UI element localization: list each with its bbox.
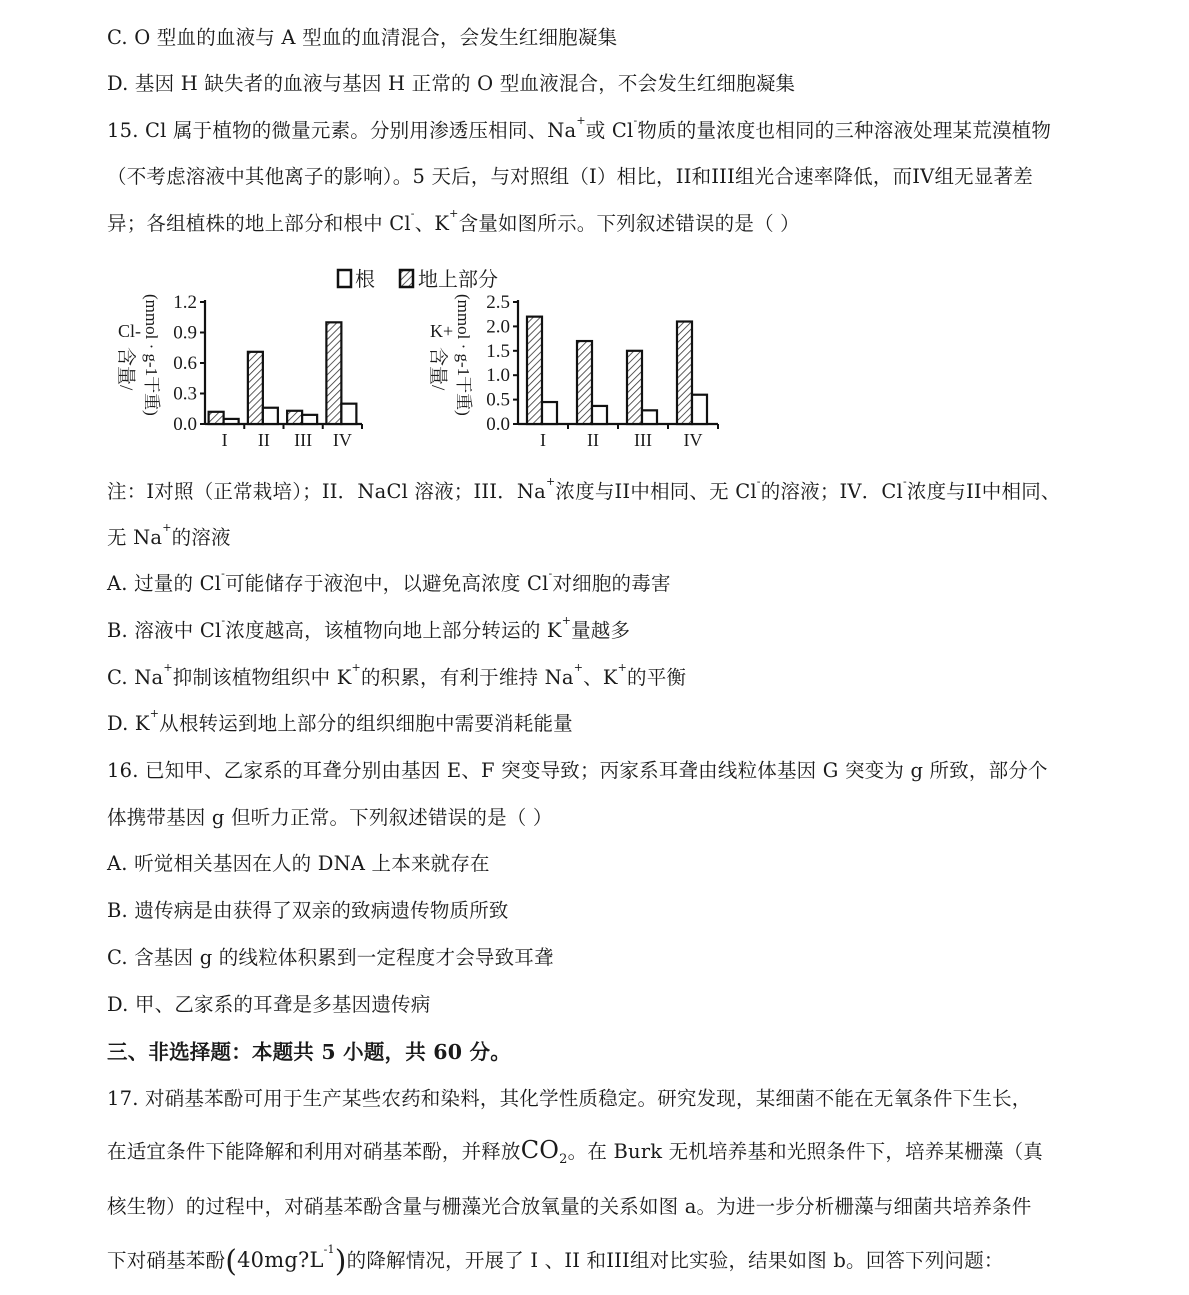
cl-chart (115, 292, 362, 450)
y-tick-label: 0.0 (173, 414, 197, 435)
q17-stem-line1: 17. 对硝基苯酚可用于生产某些农药和染料，其化学性质稳定。研究发现，某细菌不能在无氧条件下生长， (107, 1087, 1032, 1110)
y-tick-label: 0.6 (173, 353, 197, 374)
legend-root-swatch (338, 270, 351, 287)
bar-shoot (248, 352, 263, 424)
q14-option-d: D. 基因 H 缺失者的血液与基因 H 正常的 O 型血液混合，不会发生红细胞凝集 (107, 72, 796, 95)
y-tick-label: 0.3 (173, 383, 197, 405)
q16-option-c: C. 含基因 g 的线粒体积累到一定程度才会导致耳聋 (107, 946, 554, 969)
y-axis-label: 含量/ (427, 347, 448, 391)
q16-stem-line1: 16. 已知甲、乙家系的耳聋分别由基因 E、F 突变导致；丙家系耳聋由线粒体基因 G 突变为 g 所致，部分个 (107, 759, 1048, 782)
q16-option-b: B. 遗传病是由获得了双亲的致病遗传物质所致 (107, 899, 509, 922)
q15-option-b: B. 溶液中 Cl-浓度越高，该植物向地上部分转运的 K+量越多 (107, 614, 631, 642)
q15-figure (100, 262, 740, 461)
bar-root (542, 402, 557, 424)
q15-option-a: A. 过量的 Cl-可能储存于液泡中，以避免高浓度 Cl-对细胞的毒害 (107, 567, 671, 595)
y-tick-label: 2.0 (486, 316, 510, 338)
y-axis-ion-label: Cl- (118, 321, 142, 341)
legend-root-label: 根 (355, 269, 375, 291)
bar-shoot (677, 322, 692, 424)
q16-stem-line2: 体携带基因 g 但听力正常。下列叙述错误的是（ ） (107, 806, 553, 829)
q17-stem-line4: 下对硝基苯酚$(40mg?L^{-1})$的降解情况，开展了 I 、II 和III组对比实验，结果如图 b。回答下列问题： (107, 1243, 1004, 1279)
bar-shoot (627, 351, 642, 424)
y-tick-label: 1.5 (486, 340, 510, 362)
bar-root (692, 395, 707, 424)
bar-root (592, 406, 607, 424)
bar-root (302, 415, 317, 424)
q14-option-c: C. O 型血的血液与 A 型血的血清混合，会发生红细胞凝集 (107, 26, 618, 49)
q16-option-a: A. 听觉相关基因在人的 DNA 上本来就存在 (107, 852, 490, 875)
x-tick-label: IV (683, 430, 703, 450)
bar-shoot (326, 322, 341, 424)
y-axis-unit: (mmol · g-1干重) (454, 294, 473, 416)
q15-stem-line3: 异；各组植株的地上部分和根中 Cl-、K+含量如图所示。下列叙述错误的是（ ） (107, 207, 800, 235)
x-tick-label: II (587, 430, 599, 450)
legend-shoot-label: 地上部分 (418, 269, 498, 291)
bar-shoot (527, 317, 542, 424)
y-tick-label: 1.0 (486, 365, 510, 387)
x-tick-label: IV (332, 430, 352, 450)
x-tick-label: I (221, 430, 228, 450)
q15-stem-line2: （不考虑溶液中其他离子的影响）。5 天后，与对照组（I）相比，II和III组光合速率降低，而IV组无显著差 (107, 165, 1033, 188)
q17-stem-line2: 在适宜条件下能降解和利用对硝基苯酚，并释放$CO_2$。在 Burk 无机培养基和光照条件下，培养某栅藻（真 (107, 1136, 1043, 1167)
y-tick-label: 0.0 (486, 414, 510, 435)
y-tick-label: 0.5 (486, 389, 510, 411)
bar-root (263, 408, 278, 424)
q15-option-d: D. K+从根转运到地上部分的组织细胞中需要消耗能量 (107, 707, 573, 735)
x-tick-label: III (294, 430, 313, 450)
y-axis-ion-label: K+ (430, 321, 454, 341)
bar-root (642, 410, 657, 424)
y-tick-label: 0.9 (173, 322, 197, 344)
q16-option-d: D. 甲、乙家系的耳聋是多基因遗传病 (107, 993, 431, 1016)
bar-root (341, 404, 356, 424)
bar-root (224, 419, 239, 424)
section-heading: 三、非选择题：本题共 5 小题，共 60 分。 (107, 1040, 511, 1064)
q15-stem-line1: 15. Cl 属于植物的微量元素。分别用渗透压相同、Na+或 Cl-物质的量浓度也相同的三种溶液处理某荒漠植物 (107, 114, 1052, 142)
bar-shoot (209, 412, 224, 424)
figure-note-line2: 无 Na+的溶液 (107, 521, 231, 549)
q17-stem-line3: 核生物）的过程中，对硝基苯酚含量与栅藻光合放氧量的关系如图 a。为进一步分析栅藻与细菌共培养条件 (107, 1195, 1032, 1218)
y-tick-label: 1.2 (173, 292, 197, 313)
bar-shoot (287, 411, 302, 424)
k-chart (427, 292, 718, 450)
chart-legend (338, 268, 498, 291)
x-tick-label: III (634, 430, 652, 450)
figure-note-line1: 注：I对照（正常栽培）；II．NaCl 溶液；III．Na+浓度与II中相同、无 Cl-的溶液；IV．Cl-浓度与II中相同、 (107, 475, 1061, 503)
x-tick-label: II (257, 430, 270, 450)
bar-shoot (577, 341, 592, 424)
y-axis-label: 含量/ (115, 347, 136, 391)
y-axis-unit: (mmol · g-1干重) (142, 294, 161, 416)
q15-bar-charts (100, 262, 740, 457)
y-tick-label: 2.5 (486, 292, 510, 313)
x-tick-label: I (540, 430, 546, 450)
q15-option-c: C. Na+抑制该植物组织中 K+的积累，有利于维持 Na+、K+的平衡 (107, 661, 687, 689)
legend-shoot-swatch (400, 270, 413, 287)
